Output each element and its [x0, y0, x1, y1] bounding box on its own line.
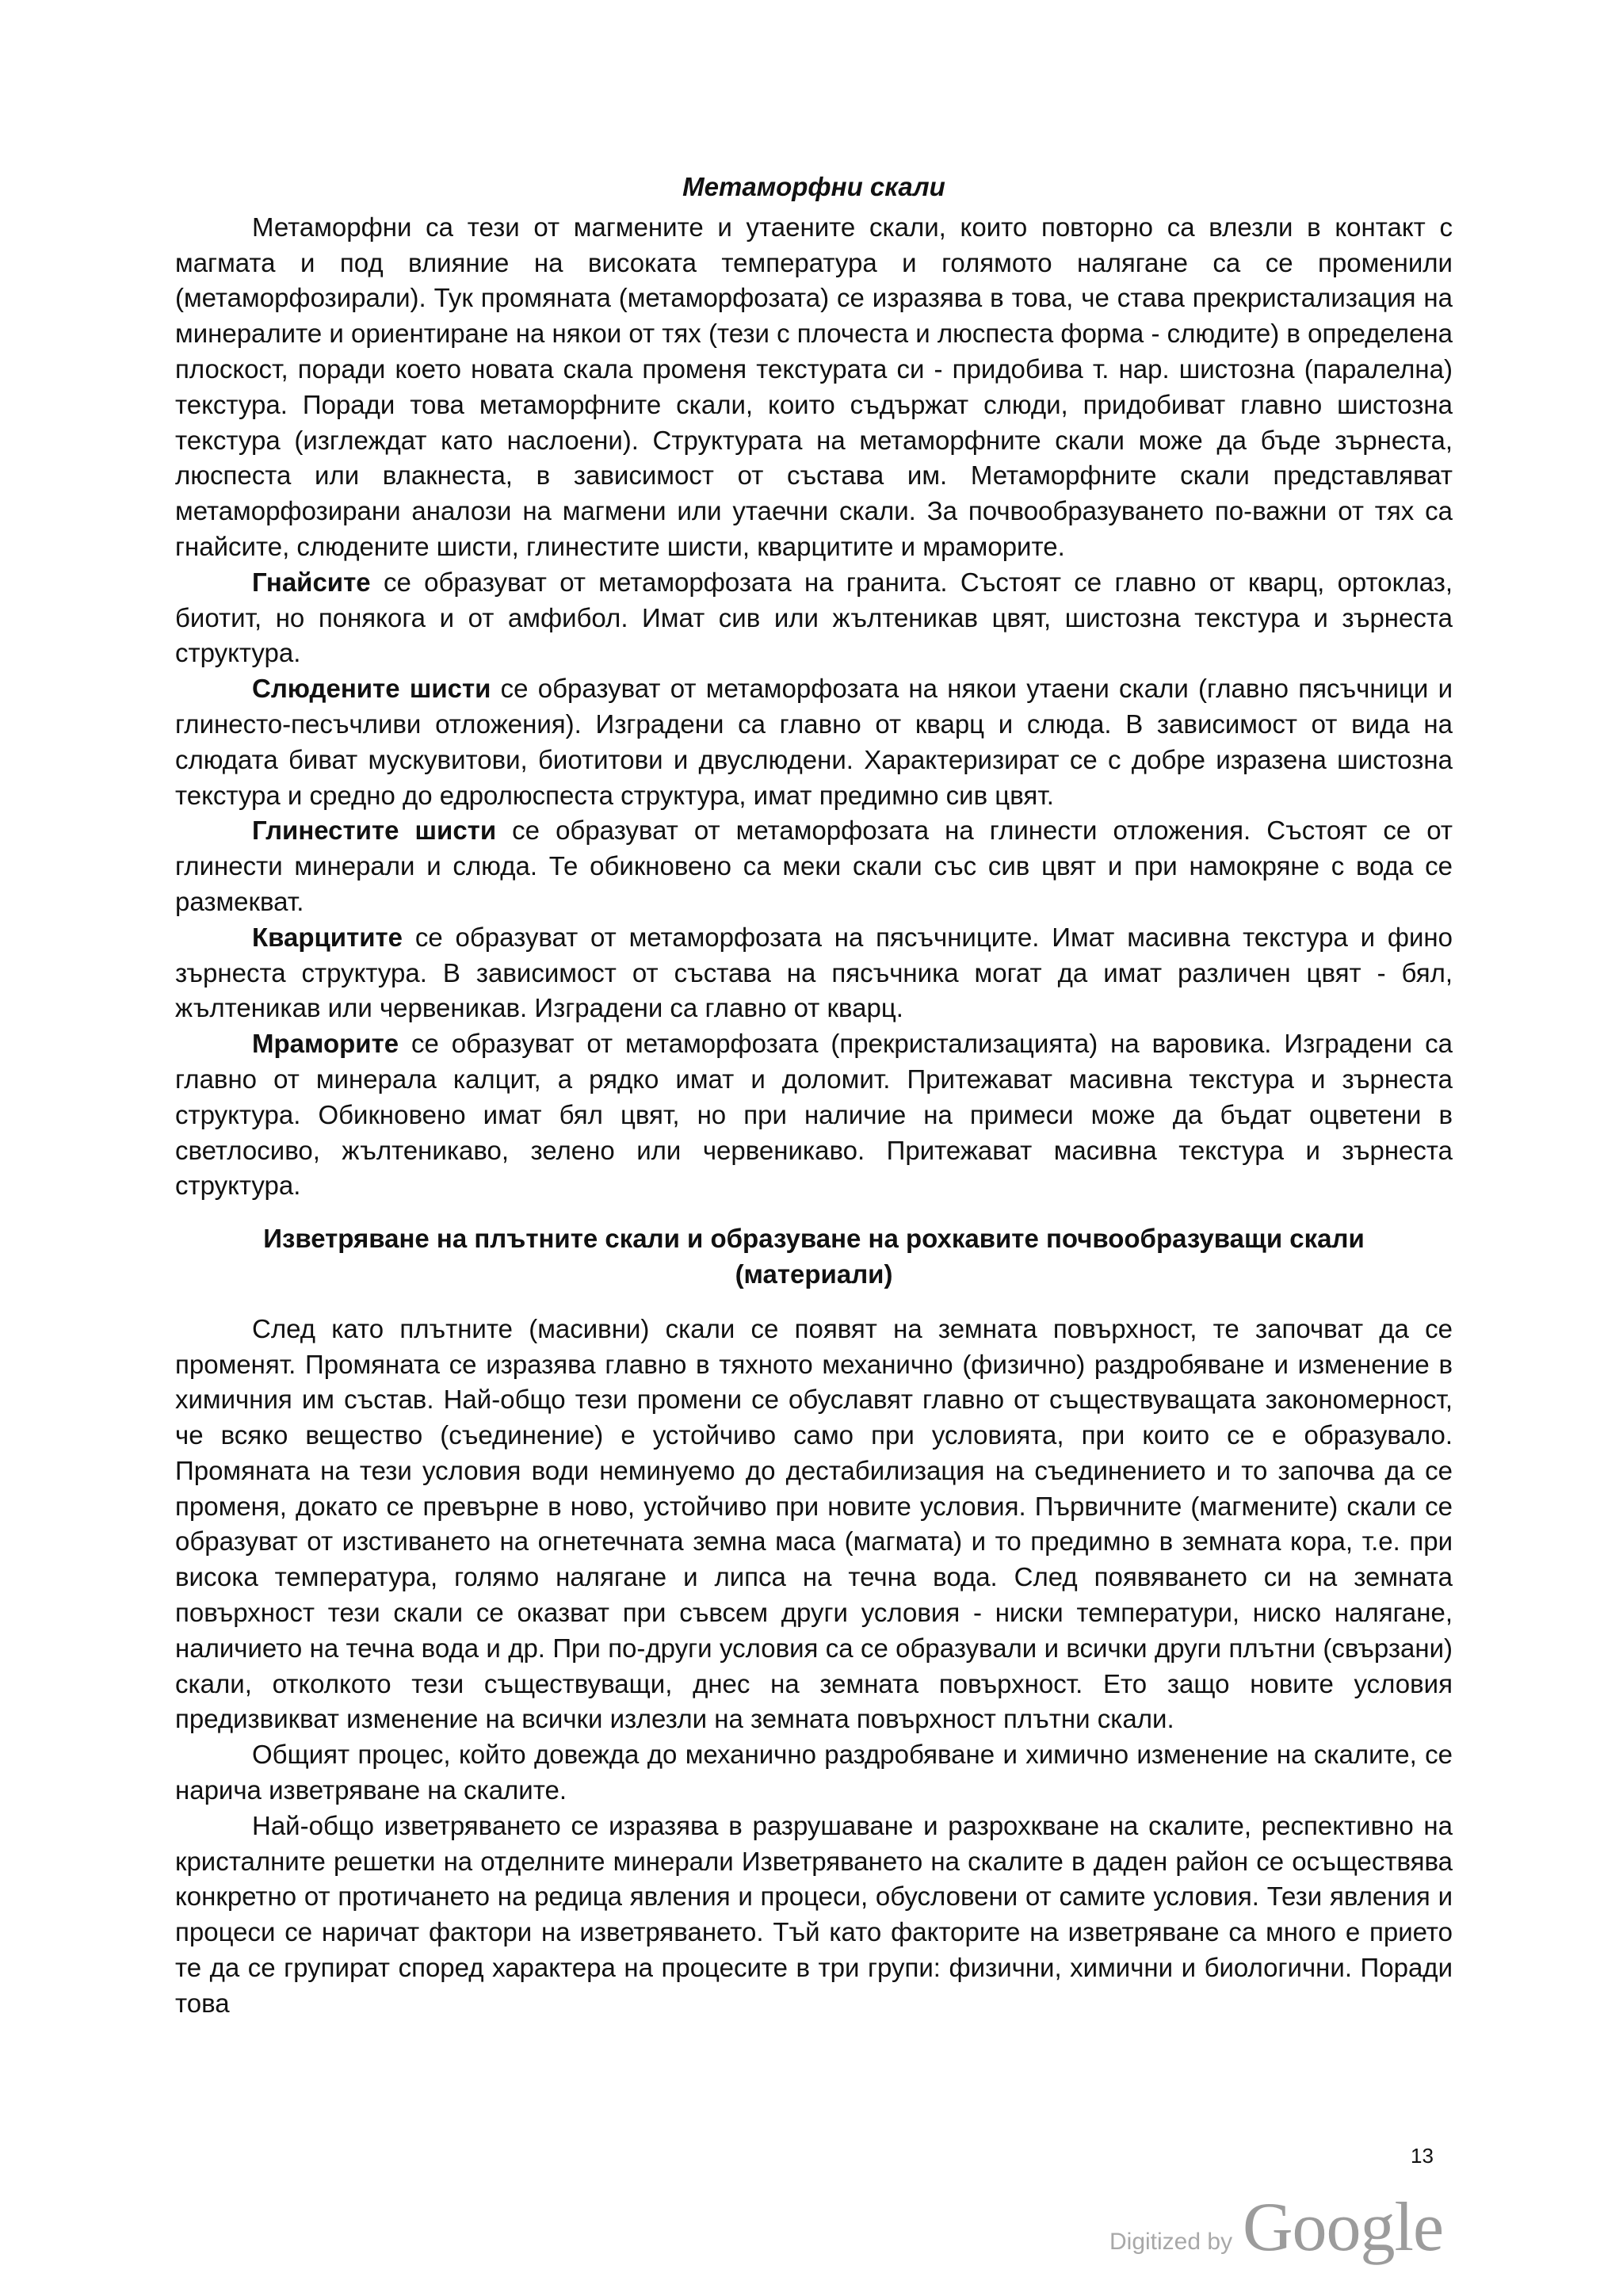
paragraph [175, 671, 1453, 813]
paragraph-text: се образуват от метаморфозата на глинести отложения. Състоят се от глинести минерали и слюда. Те обикновено са меки скали със сив цвят и при намокряне с вода се размекват. [175, 816, 1453, 916]
paragraph: След като плътните (масивни) скали се появят на земната повърхност, те започват да се променят. Промяната се изразява главно в тяхното механично (физично) раздробяване и изменение в химичния им състав. Най-общо тези промени се обуславят главно от съществуващата закономерност, че всяко вещество (съединение) е устойчиво само при условията, при които се е образувало. Промяната на тези условия води неминуемо до дестабилизация на съединението и то започва да се променя, докато се превърне в ново, устойчиво при новите условия. Първичните (магмените) скали се образуват от изстиването на огнетечната земна маса (магмата) и то предимно в земната кора, т.е. при висока температура, голямо налягане и липса на течна вода. След появяването си на земната повърхност тези скали се оказват при съвсем други условия - ниски температури, ниско налягане, наличието на течна вода и др. При по-други условия са се образували и всички други плътни (свързани) скали, отколкото тези съществуващи, днес на земната повърхност. Ето защо новите условия предизвикват изменение на всички излезли на земната повърхност плътни скали. [175, 1313, 1453, 1734]
page-number: 13 [1411, 2144, 1434, 2168]
paragraph-text: се образуват от метаморфозата (прекристализацията) на варовика. Изградени са главно от минерала калцит, а рядко имат и доломит. Притежават масивна текстура и зърнеста структура. Обикновено имат бял цвят, но при наличие на примеси може да бъдат оцветени в светлосиво, жълтеникаво, зелено или червеникаво. Притежават масивна текстура и зърнеста структура. [175, 1029, 1453, 1201]
paragraph: Най-общо изветряването се изразява в разрушаване и разрохкване на скалите, респективно на кристалните решетки на отделните минерали Изветряването на скалите в даден район се осъществява конкретно от протичането на редица явления и процеси, обусловени от самите условия. Тези явления и процеси се наричат фактори на изветряването. Тъй като факторите на изветряване са много е прието те да се групират според характера на процесите в три групи: физични, химични и биологични. Поради това [175, 1810, 1453, 2018]
google-watermark [1109, 2187, 1450, 2275]
paragraph: Общият процес, който довежда до механично раздробяване и химично изменение на скалите, се нарича изветряване на скалите. [175, 1740, 1453, 1805]
section-title-line: (материали) [735, 1259, 893, 1289]
paragraph [175, 1026, 1453, 1204]
section-title-line: Изветряване на плътните скали и образуване на рохкавите почвообразуващи скали [263, 1224, 1365, 1254]
term-clay-schists: Глинестите шисти [252, 816, 497, 846]
paragraph-text: се образуват от метаморфозата на пясъчниците. Имат масивна текстура и фино зърнеста структура. В зависимост от състава на пясъчника могат да имат различен цвят - бял, жълтеникав или червеникав. Изградени са главно от кварц. [175, 922, 1453, 1023]
paragraph [175, 813, 1453, 919]
term-quartzites: Кварцитите [252, 922, 403, 952]
watermark-prefix: Digitized by [1109, 2229, 1233, 2255]
section-title-metamorphic-rocks: Метаморфни скали [682, 172, 945, 201]
term-marbles: Мраморите [252, 1029, 399, 1059]
section-title-weathering [175, 1221, 1453, 1293]
paragraph-text: се образуват от метаморфозата на някои утаени скали (главно пясъчници и глинесто-песъчливи отложения). Изградени са главно от кварц и слюда. В зависимост от вида на слюдата биват мускувитови, биотитови и двуслюдени. Характеризират се с добре изразена шистозна текстура и средно до едролюспеста структура, имат предимно сив цвят. [175, 674, 1453, 810]
page-content [175, 170, 1453, 2022]
paragraph [175, 920, 1453, 1026]
term-mica-schists: Слюдените шисти [252, 674, 491, 704]
google-logo: Google [1243, 2189, 1444, 2266]
paragraph: Метаморфни са тези от магмените и утаените скали, които повторно са влезли в контакт с магмата и под влияние на високата температура и голямото налягане са се променили (метаморфозирали). Тук промяната (метаморфозата) се изразява в това, че става прекристализация на минералите и ориентиране на някои от тях (тези с плочеста и люспеста форма - слюдите) в определена плоскост, поради което новата скала променя текстурата си - придобива т. нар. шистозна (паралелна) текстура. Поради това метаморфните скали, които съдържат слюди, придобиват главно шистозна текстура (изглеждат като наслоени). Структурата на метаморфните скали може да бъде зърнеста, люспеста или влакнеста, в зависимост от състава им. Метаморфните скали представляват метаморфозирани аналози на магмени или утаечни скали. За почвообразуването по-важни от тях са гнайсите, слюдените шисти, глинестите шисти, кварцитите и мраморите. [175, 212, 1453, 561]
paragraph-text: се образуват от метаморфозата на гранита. Състоят се главно от кварц, ортоклаз, биотит, но понякога и от амфибол. Имат сив или жълтеникав цвят, шистозна текстура и зърнеста структура. [175, 567, 1453, 668]
term-gneiss: Гнайсите [252, 567, 371, 597]
paragraph [175, 565, 1453, 671]
